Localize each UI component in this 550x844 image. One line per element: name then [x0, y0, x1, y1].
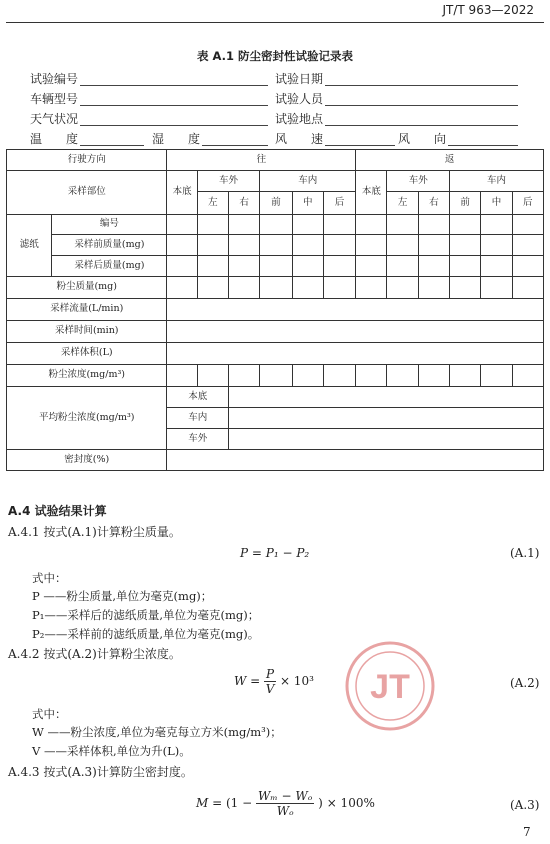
field-weather-line [80, 125, 268, 126]
row-sealing-degree: 密封度(%) [7, 450, 167, 471]
s2-where: 式中： [32, 707, 67, 721]
hdr-fwd-middle: 中 [292, 192, 323, 215]
row-filter-paper: 滤纸 [7, 215, 52, 277]
field-testers-line [325, 105, 518, 106]
row-sampling-volume: 采样体积(L) [7, 343, 167, 365]
hdr-return: 返 [356, 150, 544, 171]
field-vehicle-model-line [80, 105, 268, 106]
field-humidity: 湿 度 [152, 132, 201, 146]
table-title: 表 A.1 防尘密封性试验记录表 [197, 49, 353, 63]
eq3-lhs: M = [196, 796, 223, 810]
hdr-fwd-rear: 后 [323, 192, 355, 215]
field-weather: 天气状况 [30, 112, 79, 126]
s1-heading: A.4.1 按式(A.1)计算粉尘质量。 [8, 525, 181, 539]
hdr-fwd-left: 左 [197, 192, 228, 215]
row-dust-concentration: 粉尘浓度(mg/m³) [7, 365, 167, 387]
field-test-site: 试验地点 [275, 112, 324, 126]
eq3-open: (1 − [225, 796, 253, 810]
hdr-forward: 往 [167, 150, 356, 171]
row-sampling-time: 采样时间(min) [7, 321, 167, 343]
hdr-ret-front: 前 [450, 192, 481, 215]
field-test-no-line [80, 85, 268, 86]
eq2-numerator: P [266, 667, 275, 681]
row-sampling-flow: 采样流量(L/min) [7, 299, 167, 321]
s2-def-v: V ——采样体积,单位为升(L)。 [32, 744, 191, 758]
hdr-ret-rear: 后 [512, 192, 543, 215]
hdr-ret-right: 右 [418, 192, 449, 215]
row-avg-outside: 车外 [167, 429, 229, 450]
field-wind-speed-line [325, 145, 395, 146]
eq3-fraction [256, 789, 314, 818]
field-test-date: 试验日期 [275, 72, 324, 86]
hdr-ret-outside: 车外 [387, 171, 450, 192]
record-table [6, 149, 544, 471]
hdr-fwd-front: 前 [260, 192, 292, 215]
hdr-fwd-right: 右 [229, 192, 260, 215]
field-test-no: 试验编号 [30, 72, 79, 86]
hdr-ret-left: 左 [387, 192, 418, 215]
s2-heading: A.4.2 按式(A.2)计算粉尘浓度。 [8, 647, 181, 661]
row-avg-dust-concentration: 平均粉尘浓度(mg/m³) [7, 387, 167, 450]
field-wind-direction-line [448, 145, 518, 146]
hdr-sampling-position: 采样部位 [7, 171, 167, 215]
standard-code: JT/T 963—2022 [442, 3, 534, 17]
eq3-close: ) [318, 796, 323, 810]
eq3-rhs: × 100% [326, 796, 375, 810]
field-wind-speed: 风 速 [275, 132, 324, 146]
field-testers: 试验人员 [275, 92, 324, 106]
eq2-lhs: W = [234, 674, 261, 688]
s1-def-p1: P₁——采样后的滤纸质量,单位为毫克(mg)； [32, 608, 260, 622]
field-temperature-line [80, 145, 144, 146]
hdr-fwd-inside: 车内 [260, 171, 356, 192]
field-humidity-line [202, 145, 268, 146]
field-test-site-line [325, 125, 518, 126]
eq1: P = P₁ − P₂ [240, 546, 310, 560]
s1-def-p2: P₂——采样前的滤纸质量,单位为毫克(mg)。 [32, 627, 260, 641]
eq2 [234, 667, 314, 696]
eq2-denominator: V [265, 682, 275, 696]
watermark-text: JT [370, 668, 410, 706]
row-mass-after: 采样后质量(mg) [52, 256, 167, 277]
s2-def-w: W ——粉尘浓度,单位为毫克每立方米(mg/m³)； [32, 725, 282, 739]
s1-def-p: P ——粉尘质量,单位为毫克(mg)； [32, 589, 213, 603]
hdr-ret-base: 本底 [356, 171, 387, 215]
eq1-number: (A.1) [510, 546, 540, 560]
eq3-denominator: Wₒ [276, 804, 294, 818]
row-number: 编号 [52, 215, 167, 235]
page-number: 7 [523, 825, 531, 839]
field-wind-direction: 风 向 [398, 132, 447, 146]
eq3-numerator: Wₘ − Wₒ [258, 789, 313, 803]
jt-seal-watermark [344, 640, 436, 732]
hdr-ret-middle: 中 [481, 192, 512, 215]
eq3 [196, 789, 375, 818]
s3-heading: A.4.3 按式(A.3)计算防尘密封度。 [8, 765, 193, 779]
eq3-number: (A.3) [510, 798, 540, 812]
row-dust-mass: 粉尘质量(mg) [7, 277, 167, 299]
s1-where: 式中： [32, 571, 67, 585]
field-vehicle-model: 车辆型号 [30, 92, 79, 106]
hdr-fwd-base: 本底 [167, 171, 197, 215]
hdr-ret-inside: 车内 [450, 171, 544, 192]
hdr-driving-direction: 行驶方向 [7, 150, 167, 171]
section-heading: A.4 试验结果计算 [8, 504, 107, 518]
row-mass-before: 采样前质量(mg) [52, 235, 167, 256]
hdr-fwd-outside: 车外 [197, 171, 260, 192]
header-rule [6, 22, 544, 23]
field-test-date-line [325, 85, 518, 86]
field-temperature: 温 度 [30, 132, 79, 146]
eq2-rhs: × 10³ [279, 674, 314, 688]
row-avg-inside: 车内 [167, 408, 229, 429]
row-avg-base: 本底 [167, 387, 229, 408]
eq2-fraction [264, 667, 276, 696]
eq2-number: (A.2) [510, 676, 540, 690]
